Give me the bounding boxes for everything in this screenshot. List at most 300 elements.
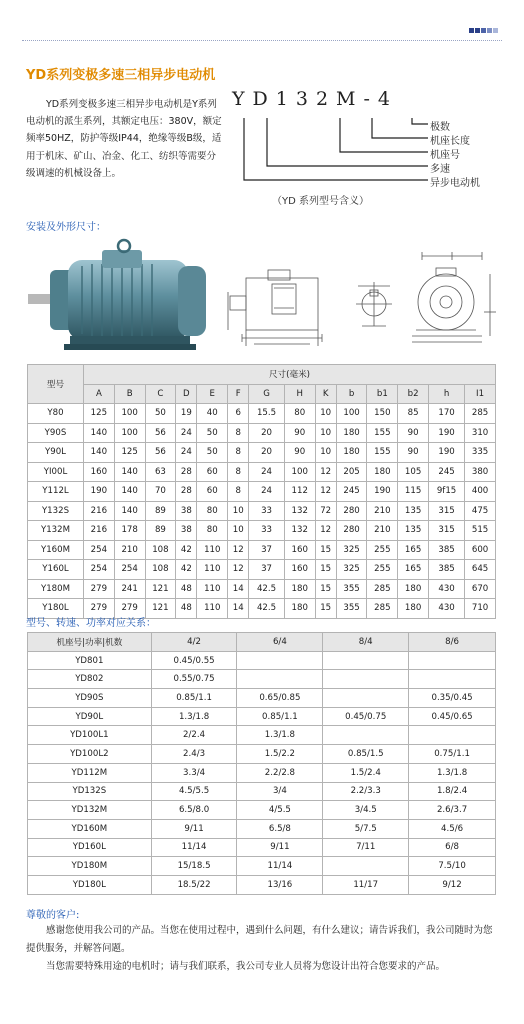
table-row [28,726,496,745]
table-row [28,819,496,838]
dims-value-cell: 85 [398,404,429,424]
speed-power-cell: 3.3/4 [151,763,237,782]
speed-power-cell [323,689,409,708]
dims-value-cell: 8 [228,443,249,463]
dims-value-cell: 190 [367,482,398,502]
dims-size-header: 尺寸(毫米) [84,365,496,385]
dims-column-header: I1 [465,384,496,404]
dims-value-cell: 80 [197,501,228,521]
speed-power-cell: 3/4 [237,782,323,801]
dims-value-cell: 430 [429,579,465,599]
speed-power-cell: 3/4.5 [323,801,409,820]
decorative-square [481,28,486,33]
speed-power-cell: 9/12 [409,875,496,894]
section-install-title: 安装及外形尺寸： [26,222,106,233]
dims-model-cell: Y180M [28,579,84,599]
speed-power-cell: 13/16 [237,875,323,894]
dims-value-cell: 180 [367,462,398,482]
speed-power-cell: 1.3/1.8 [151,707,237,726]
speed-power-cell: 6.5/8 [237,819,323,838]
code-label-async-motor: 异步电动机 [430,178,480,189]
speed-pole-header: 4/2 [151,633,237,652]
dims-value-cell: 355 [336,579,367,599]
dims-column-header: A [84,384,115,404]
table-row [28,745,496,764]
speed-frame-cell: YD180L [28,875,152,894]
dims-value-cell: 315 [429,521,465,541]
table-row [28,462,496,482]
dims-value-cell: 285 [465,404,496,424]
speed-frame-cell: YD180M [28,857,152,876]
table-row [28,521,496,541]
dims-value-cell: 90 [284,443,315,463]
dims-value-cell: 8 [228,462,249,482]
dims-value-cell: 254 [84,560,115,580]
speed-power-cell: 5/7.5 [323,819,409,838]
dims-column-header: F [228,384,249,404]
top-bar [0,0,524,40]
dims-value-cell: 115 [398,482,429,502]
dims-value-cell: 60 [197,462,228,482]
speed-frame-cell: YD132M [28,801,152,820]
page-title: YD系列变极多速三相异步电动机 [26,68,216,83]
speed-power-cell: 2.2/2.8 [237,763,323,782]
dims-value-cell: 325 [336,540,367,560]
dims-value-cell: 190 [429,443,465,463]
code-label-poles: 极数 [430,122,450,133]
speed-power-cell: 18.5/22 [151,875,237,894]
front-view-drawing [402,250,498,354]
dims-value-cell: 400 [465,482,496,502]
dims-value-cell: 430 [429,599,465,619]
dims-value-cell: 14 [228,579,249,599]
dims-model-cell: Y180L [28,599,84,619]
dims-value-cell: 600 [465,540,496,560]
speed-power-cell [409,651,496,670]
code-label-frame-length: 机座长度 [430,136,470,147]
speed-power-cell: 0.65/0.85 [237,689,323,708]
dims-model-cell: Y80 [28,404,84,424]
section-speed-title: 型号、转速、功率对应关系： [26,618,156,629]
dims-value-cell: 56 [145,443,176,463]
code-label-frame-number: 机座号 [430,150,460,161]
table-row [28,801,496,820]
dims-value-cell: 100 [284,462,315,482]
dims-value-cell: 14 [228,599,249,619]
table-row [28,404,496,424]
dims-value-cell: 42.5 [249,599,285,619]
dims-value-cell: 42.5 [249,579,285,599]
dims-value-cell: 63 [145,462,176,482]
dims-column-header: B [114,384,145,404]
speed-power-cell: 9/11 [237,838,323,857]
dims-value-cell: 50 [197,443,228,463]
speed-frame-cell: YD802 [28,670,152,689]
dims-value-cell: 48 [176,579,197,599]
speed-power-cell [323,726,409,745]
dims-value-cell: 10 [228,521,249,541]
dims-value-cell: 160 [284,560,315,580]
model-code: YD132M-4 [232,88,399,110]
dims-model-cell: Y112L [28,482,84,502]
dims-value-cell: 12 [315,521,336,541]
dims-value-cell: 132 [284,521,315,541]
dims-value-cell: 180 [284,579,315,599]
dims-value-cell: 710 [465,599,496,619]
dimensions-table [27,364,496,619]
dims-value-cell: 37 [249,560,285,580]
dims-value-cell: 475 [465,501,496,521]
dims-value-cell: 112 [284,482,315,502]
dims-value-cell: 15 [315,540,336,560]
dims-value-cell: 100 [114,404,145,424]
dims-value-cell: 28 [176,482,197,502]
table-row [28,670,496,689]
speed-power-cell: 2.4/3 [151,745,237,764]
dims-value-cell: 24 [176,423,197,443]
dims-value-cell: 385 [429,540,465,560]
speed-power-cell: 0.85/1.1 [237,707,323,726]
model-code-leader-lines [232,112,444,184]
dims-value-cell: 245 [336,482,367,502]
dims-value-cell: 165 [398,560,429,580]
dims-value-cell: 279 [84,579,115,599]
speed-frame-cell: YD801 [28,651,152,670]
dims-column-header: b [336,384,367,404]
notice-paragraph-1: 感谢您使用我公司的产品。当您在使用过程中，遇到什么问题，有什么建议；请告诉我们，我公司随时为您提供服务，并解答问题。 [26,925,493,954]
decorative-square [493,28,498,33]
speed-power-cell: 7/11 [323,838,409,857]
dims-value-cell: 8 [228,482,249,502]
dims-value-cell: 50 [197,423,228,443]
dims-value-cell: 279 [84,599,115,619]
dims-value-cell: 180 [336,443,367,463]
speed-power-cell: 1.8/2.4 [409,782,496,801]
dims-value-cell: 210 [367,521,398,541]
speed-power-cell: 11/14 [151,838,237,857]
notice-paragraph-2: 当您需要特殊用途的电机时；请与我们联系，我公司专业人员将为您设计出符合您要求的产品。 [46,961,446,972]
speed-power-cell: 9/11 [151,819,237,838]
dims-value-cell: 355 [336,599,367,619]
dims-value-cell: 245 [429,462,465,482]
decorative-square [487,28,492,33]
speed-frame-cell: YD90L [28,707,152,726]
speed-pole-header: 8/6 [409,633,496,652]
dims-value-cell: 178 [114,521,145,541]
dims-value-cell: 155 [367,443,398,463]
speed-frame-cell: YD90S [28,689,152,708]
dims-column-header: D [176,384,197,404]
dims-value-cell: 285 [367,599,398,619]
decorative-squares [469,28,498,33]
dims-value-cell: 160 [284,540,315,560]
dims-value-cell: 150 [367,404,398,424]
dims-value-cell: 15 [315,599,336,619]
dims-value-cell: 180 [284,599,315,619]
speed-power-cell: 0.85/1.1 [151,689,237,708]
decorative-square [469,28,474,33]
dims-value-cell: 132 [284,501,315,521]
dims-value-cell: 24 [249,482,285,502]
dims-model-cell: Y160L [28,560,84,580]
dims-model-cell: Y160M [28,540,84,560]
dims-value-cell: 140 [114,462,145,482]
dims-value-cell: 12 [228,540,249,560]
speed-power-cell: 0.45/0.55 [151,651,237,670]
dims-value-cell: 108 [145,540,176,560]
dims-value-cell: 28 [176,462,197,482]
speed-power-cell [409,726,496,745]
dims-value-cell: 110 [197,540,228,560]
dims-value-cell: 125 [114,443,145,463]
dims-value-cell: 38 [176,501,197,521]
dims-value-cell: 190 [429,423,465,443]
table-row [28,838,496,857]
dims-value-cell: 170 [429,404,465,424]
table-row [28,423,496,443]
dims-value-cell: 8 [228,423,249,443]
dims-value-cell: 205 [336,462,367,482]
dims-value-cell: 10 [315,404,336,424]
dims-value-cell: 42 [176,560,197,580]
dims-value-cell: 315 [429,501,465,521]
speed-power-cell: 11/14 [237,857,323,876]
dims-value-cell: 60 [197,482,228,502]
dims-value-cell: 255 [367,560,398,580]
table-row [28,579,496,599]
speed-frame-cell: YD160L [28,838,152,857]
speed-power-cell: 1.5/2.4 [323,763,409,782]
dims-value-cell: 180 [336,423,367,443]
table-row [28,857,496,876]
dims-value-cell: 80 [284,404,315,424]
table-row [28,482,496,502]
speed-power-table [27,632,496,895]
dims-value-cell: 9f15 [429,482,465,502]
table-row [28,540,496,560]
table-row [28,875,496,894]
speed-power-cell: 2.2/3.3 [323,782,409,801]
speed-power-cell [323,670,409,689]
table-row [28,443,496,463]
dims-value-cell: 48 [176,599,197,619]
dims-value-cell: 180 [398,579,429,599]
dims-value-cell: 121 [145,579,176,599]
dims-value-cell: 38 [176,521,197,541]
table-row [28,707,496,726]
decorative-square [475,28,480,33]
dims-value-cell: 10 [315,443,336,463]
dims-value-cell: 20 [249,423,285,443]
dims-value-cell: 56 [145,423,176,443]
speed-corner-header: 机座号|功率|机数 [28,633,152,652]
dims-value-cell: 165 [398,540,429,560]
speed-power-cell: 1.5/2.2 [237,745,323,764]
speed-power-cell [409,670,496,689]
dims-value-cell: 15.5 [249,404,285,424]
dims-value-cell: 125 [84,404,115,424]
dims-column-header: H [284,384,315,404]
dims-model-cell: Y132M [28,521,84,541]
dims-model-cell: YI00L [28,462,84,482]
dims-value-cell: 15 [315,579,336,599]
code-label-multi-speed: 多速 [430,164,450,175]
dims-value-cell: 70 [145,482,176,502]
intro-paragraph: YD系列变极多速三相异步电动机是Y系列电动机的派生系列，其额定电压：380V，额定频率50HZ，防护等级IP44，绝缘等级B级，适用于机床、矿山、冶金、化工、纺织等需要分级调速的机械设备上。 [26,99,222,179]
speed-power-cell: 11/17 [323,875,409,894]
dims-value-cell: 380 [465,462,496,482]
speed-power-cell: 2.6/3.7 [409,801,496,820]
table-row [28,763,496,782]
dims-value-cell: 6 [228,404,249,424]
dims-value-cell: 89 [145,501,176,521]
dims-value-cell: 37 [249,540,285,560]
dims-value-cell: 254 [114,560,145,580]
dims-value-cell: 42 [176,540,197,560]
dims-value-cell: 279 [114,599,145,619]
speed-frame-cell: YD132S [28,782,152,801]
speed-power-cell [237,670,323,689]
dims-value-cell: 33 [249,501,285,521]
speed-frame-cell: YD100L1 [28,726,152,745]
dims-value-cell: 90 [398,443,429,463]
speed-power-cell: 0.35/0.45 [409,689,496,708]
dims-value-cell: 310 [465,423,496,443]
speed-frame-cell: YD160M [28,819,152,838]
dims-value-cell: 24 [249,462,285,482]
dims-value-cell: 325 [336,560,367,580]
dims-value-cell: 645 [465,560,496,580]
dims-value-cell: 110 [197,579,228,599]
speed-power-cell: 15/18.5 [151,857,237,876]
speed-power-cell [323,857,409,876]
dims-column-header: b1 [367,384,398,404]
dims-value-cell: 335 [465,443,496,463]
dims-value-cell: 90 [284,423,315,443]
dims-column-header: b2 [398,384,429,404]
speed-power-cell: 4.5/5.5 [151,782,237,801]
dims-value-cell: 10 [315,423,336,443]
speed-power-cell: 6.5/8.0 [151,801,237,820]
dims-value-cell: 280 [336,501,367,521]
dims-value-cell: 100 [114,423,145,443]
dims-value-cell: 280 [336,521,367,541]
dims-value-cell: 670 [465,579,496,599]
dims-value-cell: 216 [84,501,115,521]
dotted-divider [22,40,502,41]
dims-value-cell: 19 [176,404,197,424]
dims-value-cell: 89 [145,521,176,541]
speed-pole-header: 6/4 [237,633,323,652]
dims-value-cell: 105 [398,462,429,482]
dims-value-cell: 135 [398,521,429,541]
speed-frame-cell: YD112M [28,763,152,782]
dims-value-cell: 40 [197,404,228,424]
dims-value-cell: 210 [114,540,145,560]
dims-value-cell: 140 [84,443,115,463]
dims-value-cell: 180 [398,599,429,619]
notice-heading: 尊敬的客户: [26,910,80,921]
dims-value-cell: 140 [114,501,145,521]
dims-value-cell: 50 [145,404,176,424]
motor-photo [28,236,218,360]
dims-column-header: C [145,384,176,404]
table-row [28,560,496,580]
dims-value-cell: 110 [197,599,228,619]
dims-value-cell: 135 [398,501,429,521]
table-row [28,651,496,670]
dims-value-cell: 108 [145,560,176,580]
dims-value-cell: 12 [315,462,336,482]
speed-power-cell: 0.85/1.5 [323,745,409,764]
dims-value-cell: 12 [228,560,249,580]
speed-power-cell: 1.3/1.8 [237,726,323,745]
dims-column-header: E [197,384,228,404]
dims-value-cell: 515 [465,521,496,541]
dims-value-cell: 160 [84,462,115,482]
dims-value-cell: 255 [367,540,398,560]
dims-value-cell: 241 [114,579,145,599]
dims-value-cell: 190 [84,482,115,502]
speed-power-cell: 0.45/0.75 [323,707,409,726]
dims-column-header: G [249,384,285,404]
speed-power-cell: 4/5.5 [237,801,323,820]
speed-power-cell [237,651,323,670]
speed-power-cell: 6/8 [409,838,496,857]
dims-column-header: K [315,384,336,404]
speed-power-cell: 0.45/0.65 [409,707,496,726]
speed-power-cell: 4.5/6 [409,819,496,838]
speed-power-cell: 0.55/0.75 [151,670,237,689]
dims-value-cell: 385 [429,560,465,580]
speed-pole-header: 8/4 [323,633,409,652]
side-view-drawing [224,248,332,352]
dims-column-header: h [429,384,465,404]
speed-frame-cell: YD100L2 [28,745,152,764]
dims-value-cell: 100 [336,404,367,424]
dims-value-cell: 216 [84,521,115,541]
dims-value-cell: 10 [228,501,249,521]
dims-value-cell: 140 [114,482,145,502]
shaft-end-drawing [352,276,398,342]
dims-value-cell: 80 [197,521,228,541]
speed-power-cell: 7.5/10 [409,857,496,876]
model-code-caption: （YD 系列型号含义） [272,196,369,207]
speed-power-cell: 2/2.4 [151,726,237,745]
speed-power-cell: 1.3/1.8 [409,763,496,782]
dims-value-cell: 20 [249,443,285,463]
speed-power-cell [323,651,409,670]
dims-model-cell: Y90L [28,443,84,463]
dims-value-cell: 90 [398,423,429,443]
dims-value-cell: 72 [315,501,336,521]
speed-power-cell: 0.75/1.1 [409,745,496,764]
dims-value-cell: 140 [84,423,115,443]
dims-value-cell: 210 [367,501,398,521]
dims-value-cell: 285 [367,579,398,599]
dims-value-cell: 121 [145,599,176,619]
dims-model-header: 型号 [28,365,84,404]
dims-value-cell: 110 [197,560,228,580]
dims-model-cell: Y132S [28,501,84,521]
dims-value-cell: 155 [367,423,398,443]
dims-value-cell: 24 [176,443,197,463]
table-row [28,689,496,708]
table-row [28,782,496,801]
dims-value-cell: 254 [84,540,115,560]
dims-model-cell: Y90S [28,423,84,443]
dims-value-cell: 33 [249,521,285,541]
